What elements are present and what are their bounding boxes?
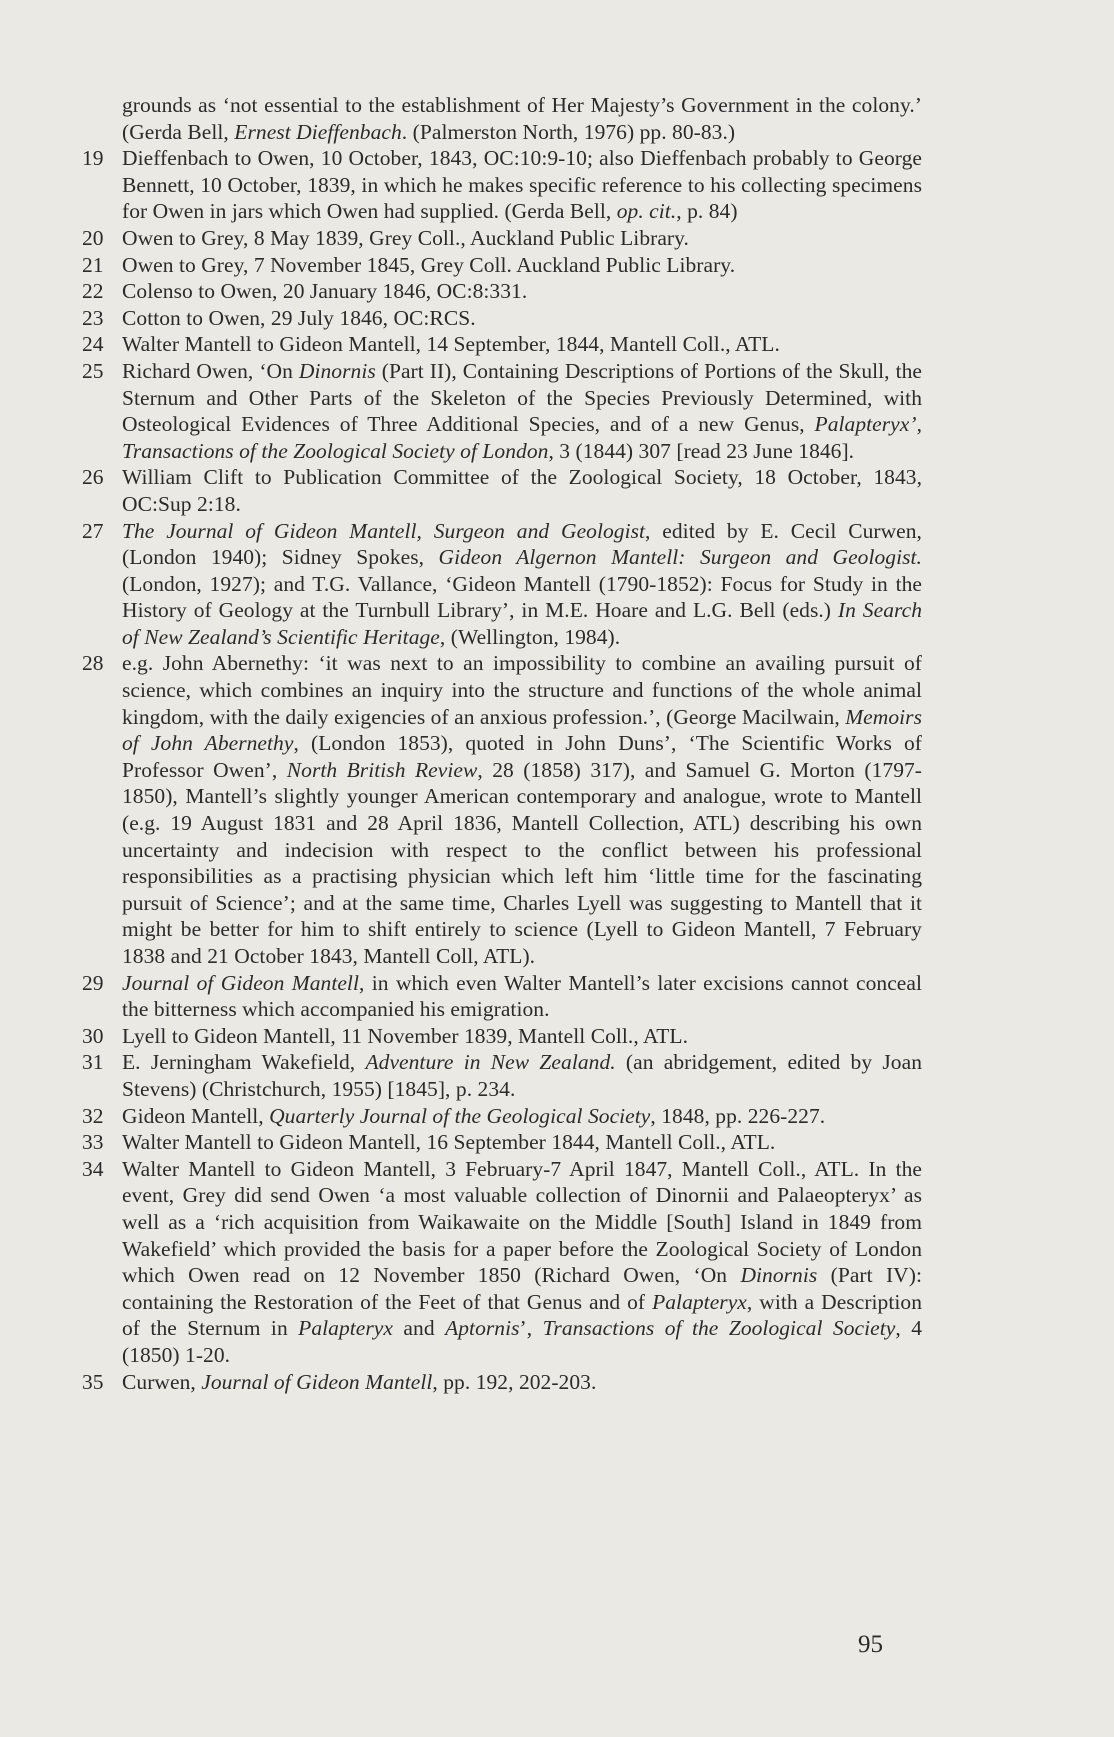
italic-title: Dinornis	[740, 1263, 818, 1288]
endnote	[82, 305, 922, 332]
note-text: William Clift to Publication Committee of the Zoological Society, 18 October, 1843, OC:Sup 2:18.	[122, 465, 922, 516]
note-text: E. Jerningham Wakefield,	[122, 1050, 366, 1075]
note-text: ’,	[519, 1316, 543, 1341]
italic-title: Journal of Gideon Mantell	[201, 1369, 433, 1394]
notes-list	[82, 145, 922, 1395]
italic-title: Gideon Algernon Mantell: Surgeon and Geologist.	[438, 545, 922, 570]
italic-title: Dinornis	[298, 358, 376, 383]
note-text: Walter Mantell to Gideon Mantell, 16 September 1844, Mantell Coll., ATL.	[122, 1130, 776, 1155]
note-text: Colenso to Owen, 20 January 1846, OC:8:331.	[122, 279, 528, 304]
note-text: (London, 1927); and T.G. Vallance, ‘Gideon Mantell (1790-1852): Focus for Study in the History of Geology at the Turnbull Library’, in M.E. Hoare and L.G. Bell (eds.)	[122, 571, 922, 623]
endnote-number: 25	[82, 358, 104, 383]
endnote	[82, 464, 922, 517]
endnote	[82, 1103, 922, 1130]
endnote-number: 29	[82, 970, 104, 995]
italic-title: Adventure in New Zealand.	[365, 1050, 616, 1075]
endnote-number: 20	[82, 225, 104, 250]
note-text: , 3 (1844) 307 [read 23 June 1846].	[548, 438, 855, 463]
note-text: Cotton to Owen, 29 July 1846, OC:RCS.	[122, 305, 476, 330]
note-text: , 4 (1850) 1-20.	[122, 1316, 923, 1367]
note-text: , (London 1853), quoted in John Duns’, ‘The Scientific Works of Professor Owen’,	[122, 731, 922, 782]
endnote-number: 22	[82, 279, 104, 304]
endnote-number: 35	[82, 1369, 104, 1394]
note-text: Gideon Mantell,	[122, 1103, 270, 1128]
page-number: 95	[858, 1631, 883, 1658]
note-text: , pp. 192, 202-203.	[432, 1369, 597, 1394]
note-text: and	[393, 1316, 446, 1341]
italic-title: Palapteryx’, Transactions of the Zoological Society of London	[122, 412, 922, 463]
endnote-number: 32	[82, 1103, 104, 1128]
endnote	[82, 225, 922, 252]
endnote	[82, 1049, 922, 1102]
note-text: Richard Owen, ‘On	[122, 358, 299, 383]
endnote	[82, 1129, 922, 1156]
endnote	[82, 252, 922, 279]
note-text: Curwen,	[122, 1369, 202, 1394]
note-text: e.g. John Abernethy: ‘it was next to an impossibility to combine an availing pursuit of science, which combines an inquiry into the structure and functions of the whole animal kingdom, with the daily exigencies of an anxious profession.’, (George Macilwain,	[122, 651, 922, 729]
italic-title: Palapteryx	[298, 1316, 393, 1341]
italic-title: The Journal of Gideon Mantell, Surgeon and Geologist	[122, 518, 646, 543]
endnote-number: 33	[82, 1130, 104, 1155]
endnote-number: 28	[82, 651, 104, 676]
endnote-number: 19	[82, 146, 104, 171]
note-text: Owen to Grey, 7 November 1845, Grey Coll. Auckland Public Library.	[122, 252, 736, 277]
note-text: , 1848, pp. 226-227.	[650, 1103, 826, 1128]
italic-title: Journal of Gideon Mantell	[122, 970, 359, 995]
italic-title: op. cit.	[616, 199, 677, 224]
note-text: Walter Mantell to Gideon Mantell, 3 February-7 April 1847, Mantell Coll., ATL. In the event, Grey did send Owen ‘a most valuable collection of Dinornii and Palaeopteryx’ as well as a ‘rich acquisition from Waikawaite on the Middle [South] Island in 1849 from Wakefield’ which provided the basis for a paper before the Zoological Society of London which Owen read on 12 November 1850 (Richard Owen, ‘On	[122, 1156, 922, 1288]
note-text: Walter Mantell to Gideon Mantell, 14 September, 1844, Mantell Coll., ATL.	[122, 332, 780, 357]
endnote-number: 27	[82, 518, 104, 543]
endnote-number: 34	[82, 1156, 104, 1181]
note-continuation	[82, 92, 922, 145]
note-text: , p. 84)	[676, 199, 738, 224]
endnote-number: 31	[82, 1050, 104, 1075]
endnote	[82, 970, 922, 1023]
note-text: , edited by E. Cecil Curwen, (London 1940); Sidney Spokes,	[122, 518, 922, 570]
note-text: , (Wellington, 1984).	[439, 624, 621, 649]
note-text: grounds as ‘not essential to the establishment of Her Majesty’s Government in the colony.’ (Gerda Bell,	[122, 93, 922, 144]
endnote	[82, 1156, 922, 1369]
note-text: (Part II), Containing Descriptions of Portions of the Skull, the Sternum and Other Parts of the Skeleton of the Species Previously Determined, with Osteological Evidences of Three Additional Species, and of a new Genus,	[122, 358, 922, 437]
endnote	[82, 1369, 922, 1396]
italic-title: Memoirs of John Abernethy	[122, 704, 922, 756]
endnote-number: 30	[82, 1023, 104, 1048]
endnote	[82, 331, 922, 358]
endnote-number: 26	[82, 465, 104, 490]
note-text: Owen to Grey, 8 May 1839, Grey Coll., Auckland Public Library.	[122, 225, 689, 250]
italic-title: Transactions of the Zoological Society	[542, 1316, 896, 1341]
note-text: , in which even Walter Mantell’s later excisions cannot conceal the bitterness which accompanied his emigration.	[122, 970, 922, 1022]
italic-title: Ernest Dieffenbach	[234, 119, 402, 144]
note-text: . (Palmerston North, 1976) pp. 80-83.)	[401, 119, 736, 144]
endnote	[82, 278, 922, 305]
endnote-number: 23	[82, 305, 104, 330]
note-text: (Part IV): containing the Restoration of the Feet of that Genus and of	[122, 1263, 922, 1314]
note-text: , with a Description of the Sternum in	[122, 1289, 923, 1341]
endnote-number: 24	[82, 332, 104, 357]
note-text: Dieffenbach to Owen, 10 October, 1843, OC:10:9-10; also Dieffenbach probably to George Bennett, 10 October, 1839, in which he makes specific reference to his collecting specimens for Owen in jars which Owen had supplied. (Gerda Bell,	[122, 146, 922, 224]
note-text: (an abridgement, edited by Joan Stevens) (Christchurch, 1955) [1845], p. 234.	[122, 1050, 923, 1101]
italic-title: North British Review	[286, 757, 478, 782]
endnotes	[82, 92, 922, 1395]
endnote	[82, 358, 922, 464]
italic-title: Aptornis	[445, 1316, 520, 1341]
note-text: , 28 (1858) 317), and Samuel G. Morton (1797-1850), Mantell’s slightly younger American contemporary and analogue, wrote to Mantell (e.g. 19 August 1831 and 28 April 1836, Mantell Collection, ATL) describing his own uncertainty and indecision with respect to the conflict between his professional responsibilities as a practising physician which left him ‘little time for the fascinating pursuit of Science’; and at the same time, Charles Lyell was suggesting to Mantell that it might be better for him to shift entirely to science (Lyell to Gideon Mantell, 7 February 1838 and 21 October 1843, Mantell Coll, ATL).	[122, 757, 923, 968]
note-text: Lyell to Gideon Mantell, 11 November 1839, Mantell Coll., ATL.	[122, 1023, 689, 1048]
endnote-number: 21	[82, 252, 104, 277]
endnote	[82, 650, 922, 969]
italic-title: Quarterly Journal of the Geological Society	[269, 1103, 651, 1128]
italic-title: Palapteryx	[652, 1289, 747, 1314]
endnote	[82, 518, 922, 651]
endnote	[82, 145, 922, 225]
italic-title: In Search of New Zealand’s Scientific Heritage	[122, 598, 923, 649]
endnote	[82, 1023, 922, 1050]
